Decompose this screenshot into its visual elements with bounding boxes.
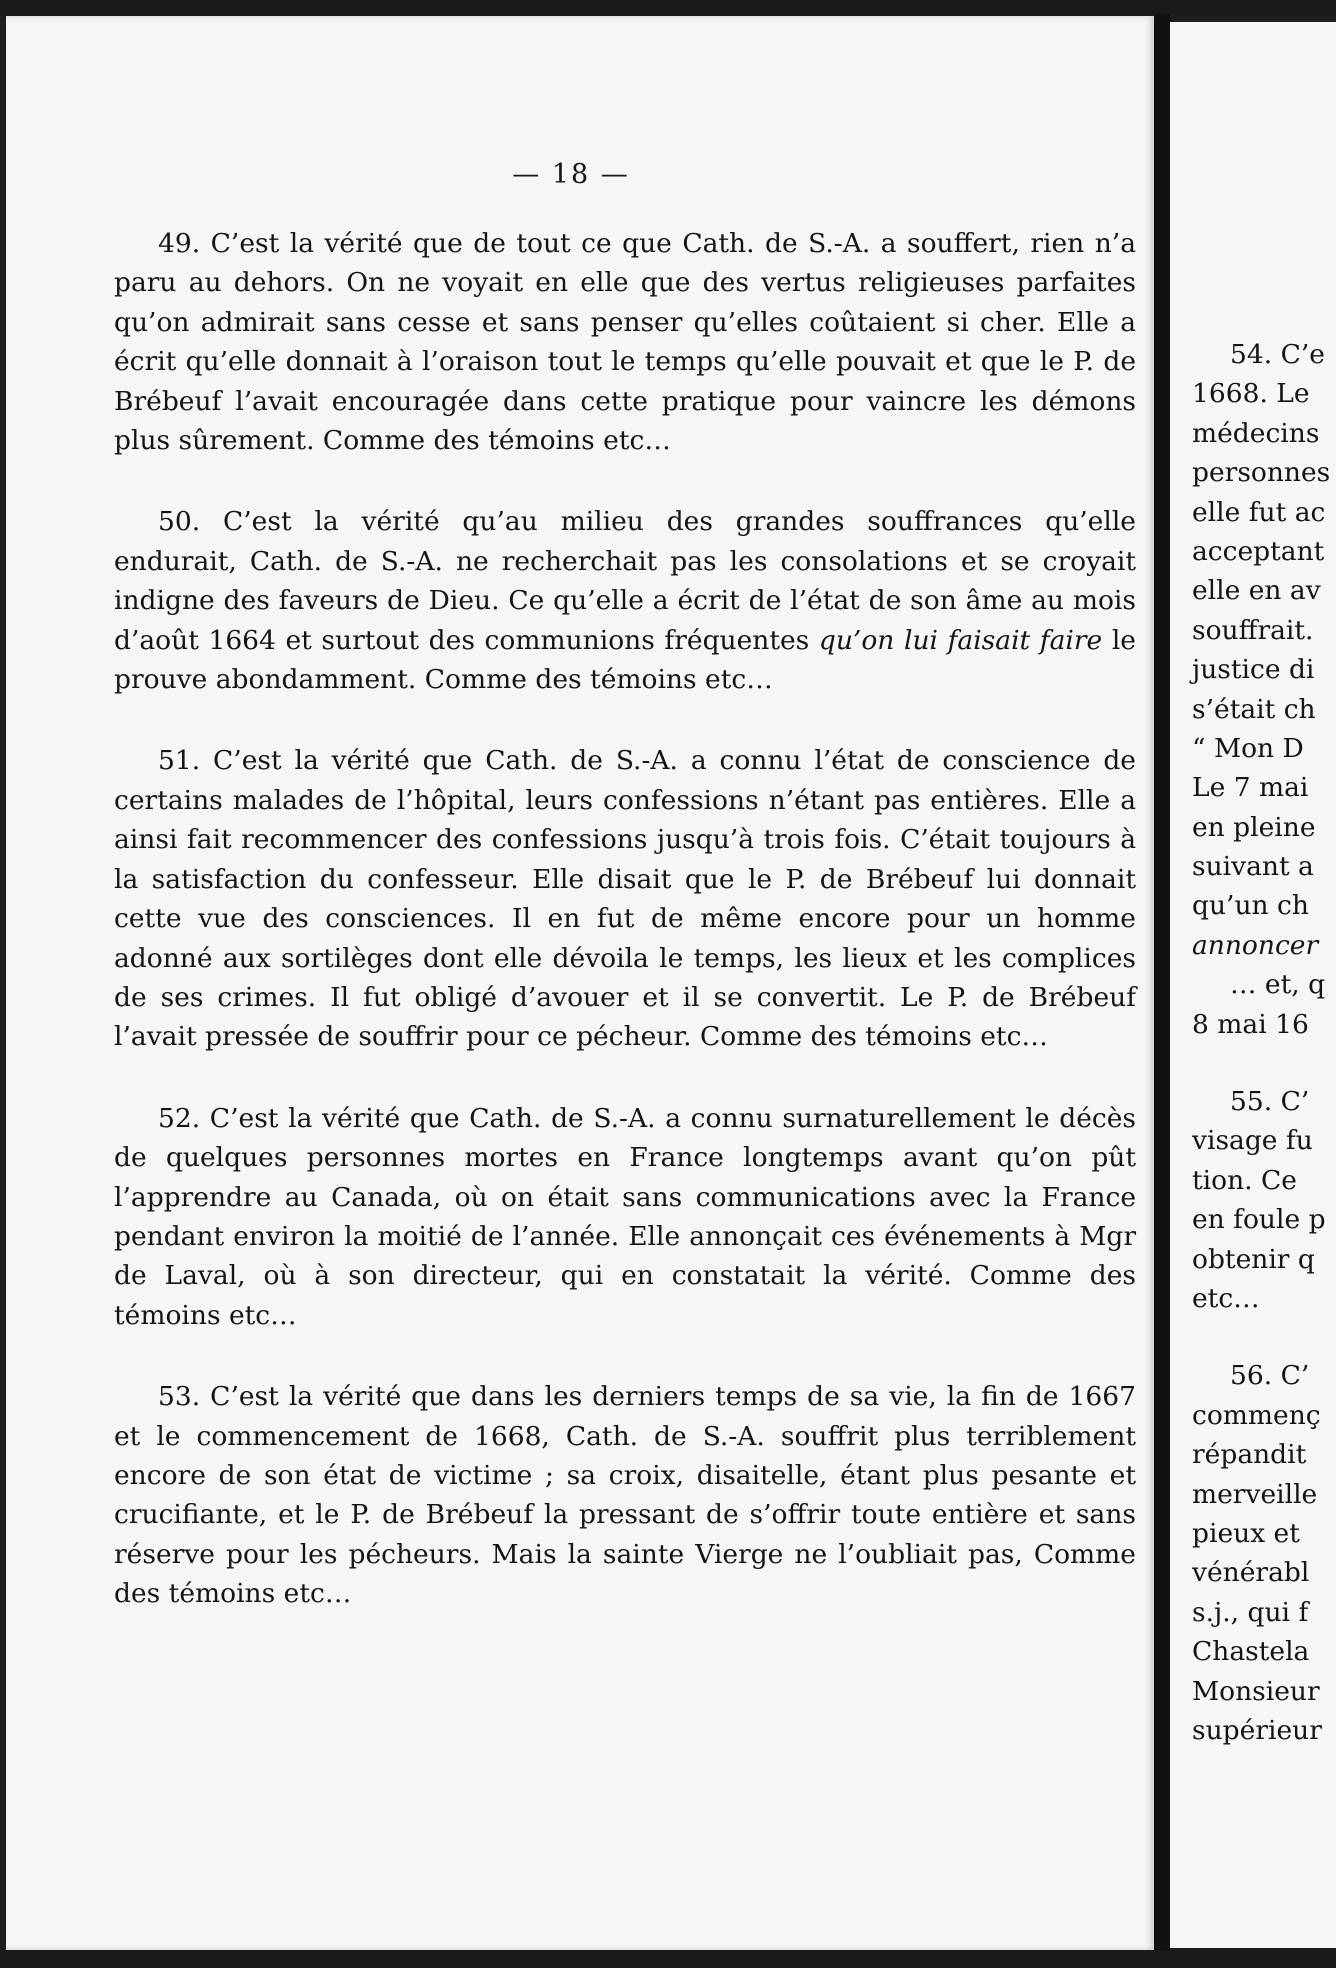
right-line: Le 7 mai	[1192, 772, 1309, 804]
right-line: Monsieur	[1192, 1675, 1320, 1707]
right-line: Chastela	[1192, 1636, 1310, 1668]
paragraph-50	[114, 502, 1136, 699]
paragraph-49: 49. C’est la vérité que de tout ce que Cath. de S.-A. a souffert, rien n’a paru au dehors. On ne voyait en elle que des vertus religieuses parfaites qu’on admirait sans cesse et sans penser qu’elles coûtaient si cher. Elle a écrit qu’elle donnait à l’oraison tout le temps qu’elle pouvait et que le P. de Brébeuf l’avait encouragée dans cette pratique pour vaincre les démons plus sûrement. Comme des témoins etc…	[114, 228, 1136, 457]
paragraph-50-text-start: 50. C’est la vérité qu’au milieu des grandes souffrances qu’elle endurait, Cath. de S.-A. ne recherchait pas les consolations et se croyait indigne des faveurs de Dieu. Ce qu’elle a écrit de l’état de son âme au mois d’août 1664 et surtout des communions fréquentes	[114, 506, 1136, 656]
right-line: s’était ch	[1192, 693, 1316, 725]
right-line: s.j., qui f	[1192, 1596, 1309, 1628]
right-line: merveille	[1192, 1478, 1318, 1510]
right-line: commenç	[1192, 1399, 1321, 1431]
left-page	[6, 16, 1154, 1950]
right-line: personnes	[1192, 457, 1331, 489]
right-line: médecins	[1192, 417, 1320, 449]
paragraph-52: 52. C’est la vérité que Cath. de S.-A. a connu surnaturellement le décès de quelques personnes mortes en France longtemps avant qu’on pût l’apprendre au Canada, où on était sans communications avec la France pendant environ la moitié de l’année. Elle annonçait ces événements à Mgr de Laval, où à son directeur, qui en constatait la vérité. Comme des témoins etc…	[114, 1102, 1136, 1331]
right-line: justice di	[1192, 654, 1315, 686]
right-line: visage fu	[1192, 1125, 1313, 1157]
right-line: suivant a	[1192, 851, 1314, 883]
paragraph-50-italic-phrase: qu’on lui faisait faire	[818, 624, 1103, 656]
right-line-italic: annoncer	[1192, 929, 1319, 961]
right-line: pieux et	[1192, 1517, 1300, 1549]
left-page-body	[114, 224, 1136, 1656]
paragraph-50-text-end: le prouve abondamment. Comme des témoins etc…	[114, 624, 1136, 696]
right-line: supérieur	[1192, 1714, 1322, 1746]
right-line: etc…	[1192, 1282, 1260, 1314]
right-line: “ Mon D	[1192, 732, 1304, 764]
book-gutter	[1154, 14, 1170, 1954]
right-line: acceptant	[1192, 535, 1325, 567]
right-line: elle fut ac	[1192, 496, 1326, 528]
right-page	[1170, 22, 1336, 1948]
scan-border-top	[0, 0, 1336, 14]
right-line: vénérabl	[1192, 1557, 1310, 1589]
right-line: 55. C’	[1230, 1086, 1310, 1118]
right-line: en foule p	[1192, 1204, 1326, 1236]
right-line: en pleine	[1192, 811, 1316, 843]
right-line: obtenir q	[1192, 1243, 1315, 1275]
paragraph-53: 53. C’est la vérité que dans les derniers temps de sa vie, la fin de 1667 et le commencement de 1668, Cath. de S.-A. souffrit plus terriblement encore de son état de victime ; sa croix, disaitelle, étant plus pesante et crucifiante, et le P. de Brébeuf la pressant de s’offrir toute entière et sans réserve pour les pécheurs. Mais la sainte Vierge ne l’oubliait pas, Comme des témoins etc…	[114, 1381, 1136, 1610]
page-number-header: — 18 —	[512, 159, 630, 190]
paragraph-51: 51. C’est la vérité que Cath. de S.-A. a connu l’état de conscience de certains malades de l’hôpital, leurs confessions n’étant pas entières. Elle a ainsi fait recommencer des confessions jusqu’à trois fois. C’était toujours à la satisfaction du confesseur. Elle disait que le P. de Brébeuf lui donnait cette vue des consciences. Il en fut de même encore pour un homme adonné aux sortilèges dont elle dévoila le temps, les lieux et les complices de ses crimes. Il fut obligé d’avouer et il se convertit. Le P. de Brébeuf l’avait pressée de souffrir pour ce pécheur. Comme des témoins etc…	[114, 745, 1136, 1053]
right-line: elle en av	[1192, 575, 1321, 607]
right-line: souffrait.	[1192, 614, 1314, 646]
right-line: … et, q	[1230, 969, 1326, 1001]
right-line: 56. C’	[1230, 1360, 1310, 1392]
right-line: 1668. Le	[1192, 378, 1310, 410]
right-line: tion. Ce	[1192, 1164, 1297, 1196]
scan-border-bottom	[0, 1950, 1336, 1968]
right-line: répandit	[1192, 1439, 1307, 1471]
right-line	[1192, 926, 1336, 965]
right-line: qu’un ch	[1192, 890, 1309, 922]
right-line: 8 mai 16	[1192, 1008, 1309, 1040]
right-line: 54. C’e	[1230, 339, 1325, 370]
right-page-body	[1192, 335, 1336, 1750]
